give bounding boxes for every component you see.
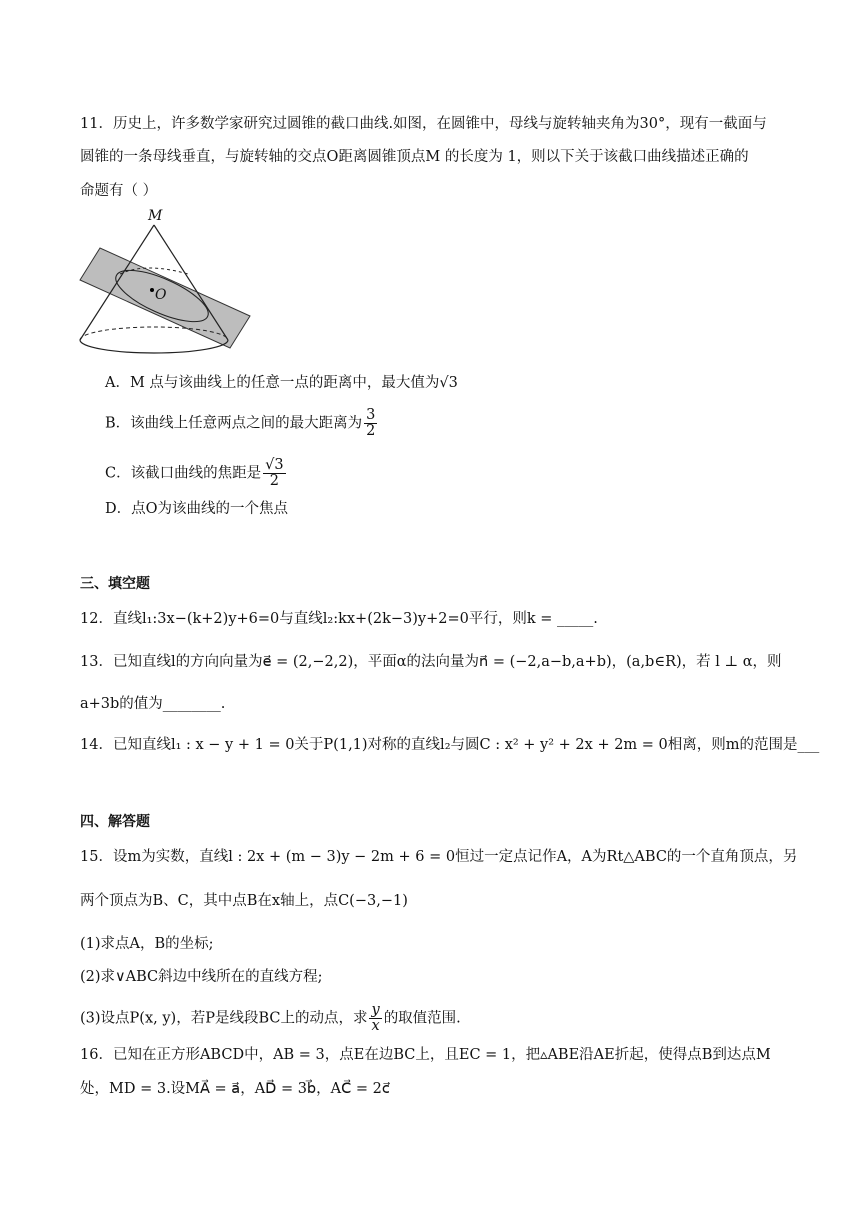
- section-fill-in-title: 三、填空题: [80, 576, 150, 592]
- point-o: [150, 288, 154, 292]
- label-m: M: [148, 208, 163, 224]
- fraction-sqrt3-2: [263, 458, 285, 489]
- option-c-text: C．该截口曲线的焦距是: [105, 465, 262, 482]
- cone-diagram: [76, 210, 256, 360]
- q15-part3: [80, 1003, 461, 1034]
- q12-text: 12．直线l₁:3x−(k+2)y+6=0与直线l₂:kx+(2k−3)y+2=0平行，则k = _____.: [80, 611, 598, 627]
- q15-part3-suffix: 的取值范围.: [383, 1010, 461, 1027]
- q11-option-a: A．M 点与该曲线上的任意一点的距离中，最大值为√3: [105, 375, 458, 391]
- q11-option-d: D．点O为该曲线的一个焦点: [105, 501, 289, 517]
- q11-line2: 圆锥的一条母线垂直，与旋转轴的交点O距离圆锥顶点M 的长度为 1，则以下关于该截口曲线描述正确的: [80, 149, 749, 165]
- q11-line1: 11．历史上，许多数学家研究过圆锥的截口曲线.如图，在圆锥中，母线与旋转轴夹角为30°，现有一截面与: [80, 116, 767, 132]
- q13-line1: 13．已知直线l的方向向量为e⃗ = (2,−2,2)，平面α的法向量为n⃗ = (−2,a−b,a+b)，(a,b∈R)，若 l ⊥ α，则: [80, 654, 782, 670]
- q16-line2: 处，MD = 3.设MA⃗ = a⃗，AD⃗ = 3b⃗，AC⃗ = 2c⃗: [80, 1081, 390, 1097]
- frac-den: 2: [269, 473, 279, 489]
- q14-text: 14．已知直线l₁ : x − y + 1 = 0关于P(1,1)对称的直线l₂与圆C : x² + y² + 2x + 2m = 0相离，则m的范围是___: [80, 737, 820, 753]
- q13-line2: a+3b的值为________.: [80, 696, 226, 712]
- option-b-text: B．该曲线上任意两点之间的最大距离为: [105, 415, 363, 432]
- frac-num: √3: [265, 457, 284, 473]
- q15-part2: (2)求∨ABC斜边中线所在的直线方程;: [80, 969, 323, 985]
- q11-option-c: [105, 458, 288, 489]
- q16-line1: 16．已知在正方形ABCD中，AB = 3，点E在边BC上，且EC = 1，把▵ABE沿AE折起，使得点B到达点M: [80, 1047, 771, 1063]
- cone-base-front: [80, 340, 228, 353]
- label-o: O: [155, 287, 167, 303]
- frac-den: x: [371, 1018, 380, 1034]
- frac-den: 2: [366, 423, 376, 439]
- frac-num: 3: [366, 407, 376, 423]
- q15-part1: (1)求点A，B的坐标;: [80, 936, 214, 952]
- q11-line3: 命题有（ ）: [80, 183, 158, 199]
- q15-part3-text: (3)设点P(x, y)，若P是线段BC上的动点，求: [80, 1010, 368, 1027]
- fraction-y-x: [369, 1003, 381, 1034]
- fraction-3-2: [364, 408, 377, 439]
- q15-line2: 两个顶点为B、C，其中点B在x轴上，点C(−3,−1): [80, 893, 408, 909]
- cone-section-figure: [76, 210, 256, 360]
- frac-num: y: [371, 1002, 380, 1018]
- section-answer-title: 四、解答题: [80, 814, 150, 830]
- q15-line1: 15．设m为实数，直线l : 2x + (m − 3)y − 2m + 6 = 0恒过一定点记作A，A为Rt△ABC的一个直角顶点，另: [80, 849, 798, 865]
- q11-option-b: [105, 408, 379, 439]
